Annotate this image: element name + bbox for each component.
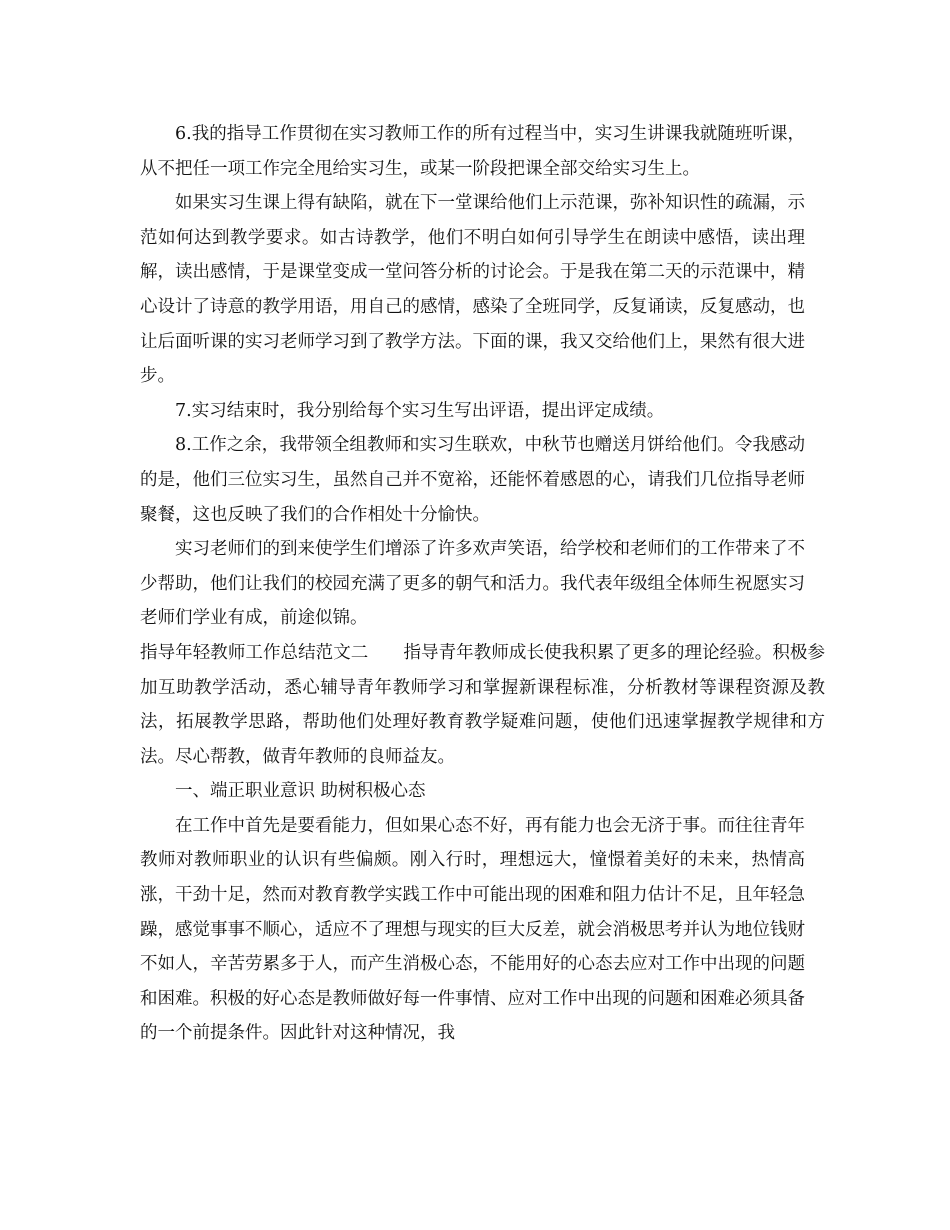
paragraph-sample-two-intro: 指导年轻教师工作总结范文二 指导青年教师成长使我积累了更多的理论经验。积极参加互助教学活动，悉心辅导青年教师学习和掌握新课程标准，分析教材等课程资源及教法，拓展教学思路，帮助他们处理好教育教学疑难问题，使他们迅速掌握教学规律和方法。尽心帮教，做青年教师的良师益友。 <box>140 642 825 767</box>
paragraph-closing-wishes: 实习老师们的到来使学生们增添了许多欢声笑语，给学校和老师们的工作带来了不少帮助，他们让我们的校园充满了更多的朝气和活力。我代表年级组全体师生祝愿实习老师们学业有成，前途似锦。 <box>140 539 805 629</box>
paragraph-demo-class: 如果实习生课上得有缺陷，就在下一堂课给他们上示范课，弥补知识性的疏漏，示范如何达到教学要求。如古诗教学，他们不明白如何引导学生在朗读中感悟，读出理解，读出感情，于是课堂变成一堂问答分析的讨论会。于是我在第二天的示范课中，精心设计了诗意的教学用语，用自己的感情，感染了全班同学，反复诵读，反复感动，也让后面听课的实习老师学习到了教学方法。下面的课，我又交给他们上，果然有很大进步。 <box>140 193 805 387</box>
paragraph-item-7: 7.实习结束时，我分别给每个实习生写出评语，提出评定成绩。 <box>175 400 665 421</box>
paragraph-item-8: 8.工作之余，我带领全组教师和实习生联欢，中秋节也赠送月饼给他们。令我感动的是，他们三位实习生，虽然自己并不宽裕，还能怀着感恩的心，请我们几位指导老师聚餐，这也反映了我们的合作相处十分愉快。 <box>140 435 805 525</box>
section-heading-one: 一、端正职业意识 助树积极心态 <box>175 781 426 802</box>
paragraph-item-6: 6.我的指导工作贯彻在实习教师工作的所有过程当中，实习生讲课我就随班听课，从不把任一项工作完全甩给实习生，或某一阶段把课全部交给实习生上。 <box>140 124 805 179</box>
paragraph-mindset: 在工作中首先是要看能力，但如果心态不好，再有能力也会无济于事。而往往青年教师对教师职业的认识有些偏颇。刚入行时，理想远大，憧憬着美好的未来，热情高涨，干劲十足，然而对教育教学实践工作中可能出现的困难和阻力估计不足，且年轻急躁，感觉事事不顺心，适应不了理想与现实的巨大反差，就会消极思考并认为地位钱财不如人，辛苦劳累多于人，而产生消极心态，不能用好的心态去应对工作中出现的问题和困难。积极的好心态是教师做好每一件事情、应对工作中出现的问题和困难必须具备的一个前提条件。因此针对这种情况，我 <box>140 815 805 1044</box>
document-body <box>140 117 825 1051</box>
